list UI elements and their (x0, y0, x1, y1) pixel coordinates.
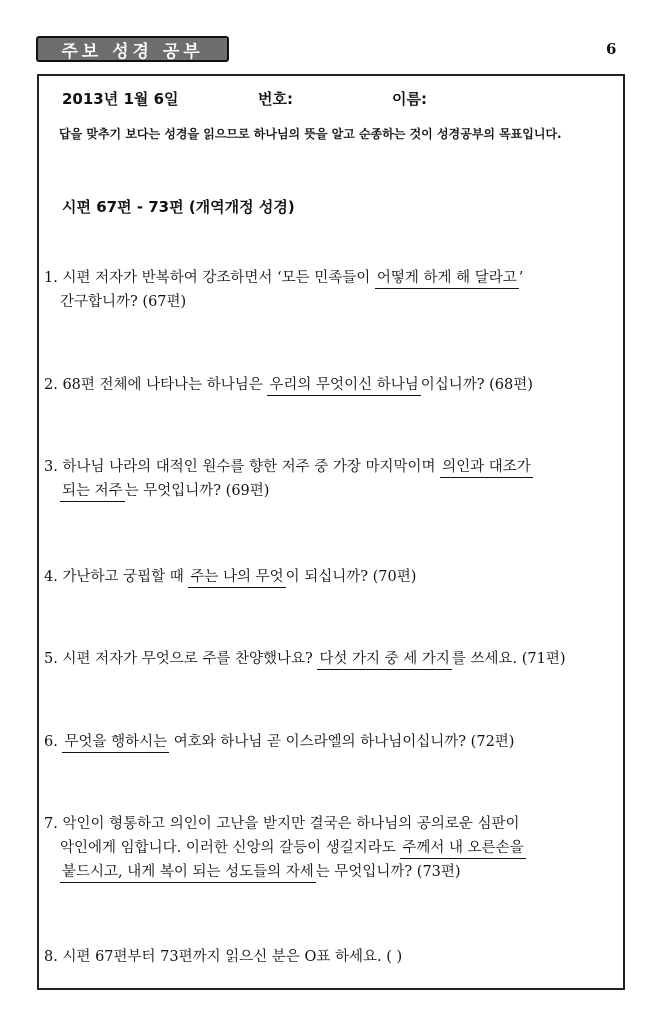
question-text: 5. 시편 저자가 무엇으로 주를 찬양했나요? (44, 651, 318, 667)
question-6 (44, 730, 616, 754)
answer-blank: 우리의 무엇이신 하나님 (267, 375, 420, 396)
number-label: 번호: (258, 90, 293, 108)
answer-blank: 어떻게 하게 해 달라고 (375, 268, 519, 289)
question-7 (44, 812, 616, 884)
answer-blank: 무엇을 행하시는 (62, 732, 169, 753)
name-label: 이름: (392, 90, 427, 108)
scripture-range: 시편 67편 - 73편 (개역개정 성경) (62, 198, 295, 216)
question-text: 4. 가난하고 궁핍할 때 (44, 569, 189, 585)
answer-blank: 주께서 내 오른손을 (400, 838, 525, 859)
question-3 (44, 455, 616, 503)
answer-blank: 의인과 대조가 (440, 457, 533, 478)
question-text: 를 쓰세요. (71편) (451, 651, 566, 667)
answer-blank: 되는 저주 (60, 481, 125, 502)
question-text: 2. 68편 전체에 나타나는 하나님은 (44, 377, 268, 393)
question-text: 악인에게 임합니다. 이러한 신앙의 갈등이 생길지라도 (60, 840, 401, 856)
intro-text: 답을 맞추기 보다는 성경을 읽으므로 하나님의 뜻을 알고 순종하는 것이 성경공부의 목표입니다. (59, 127, 562, 141)
question-text: 는 무엇입니까? (69편) (124, 483, 270, 499)
question-5 (44, 647, 616, 671)
question-text: 3. 하나님 나라의 대적인 원수를 향한 저주 중 가장 마지막이며 (44, 459, 441, 475)
question-text: 7. 악인이 형통하고 의인이 고난을 받지만 결국은 하나님의 공의로운 심판이 (44, 816, 520, 832)
question-text: 이 되십니까? (70편) (285, 569, 417, 585)
page-title: 주보 성경 공부 (61, 41, 204, 62)
answer-blank: 다섯 가지 중 세 가지 (317, 649, 452, 670)
question-4 (44, 565, 616, 589)
question-text: 여호와 하나님 곧 이스라엘의 하나님이십니까? (72편) (169, 734, 515, 750)
question-text: 는 무엇입니까? (73편) (315, 864, 461, 880)
answer-blank: 주는 나의 무엇 (188, 567, 285, 588)
question-text: 6. (44, 734, 63, 750)
question-text: 1. 시편 저자가 반복하여 강조하면서 ‘모든 민족들이 (44, 270, 375, 286)
question-1 (44, 266, 616, 314)
question-text: ’ (518, 270, 524, 286)
question-2 (44, 373, 616, 397)
bulletin-title-box (36, 36, 229, 62)
question-text: 8. 시편 67편부터 73편까지 읽으신 분은 O표 하세요. ( ) (44, 949, 403, 965)
question-text: 이십니까? (68편) (420, 377, 533, 393)
question-text: 간구합니까? (67편) (60, 294, 187, 310)
page-number: 6 (606, 40, 617, 58)
answer-blank: 붙드시고, 내게 복이 되는 성도들의 자세 (60, 862, 316, 883)
question-8 (44, 945, 616, 969)
date-text: 2013년 1월 6일 (62, 90, 179, 108)
